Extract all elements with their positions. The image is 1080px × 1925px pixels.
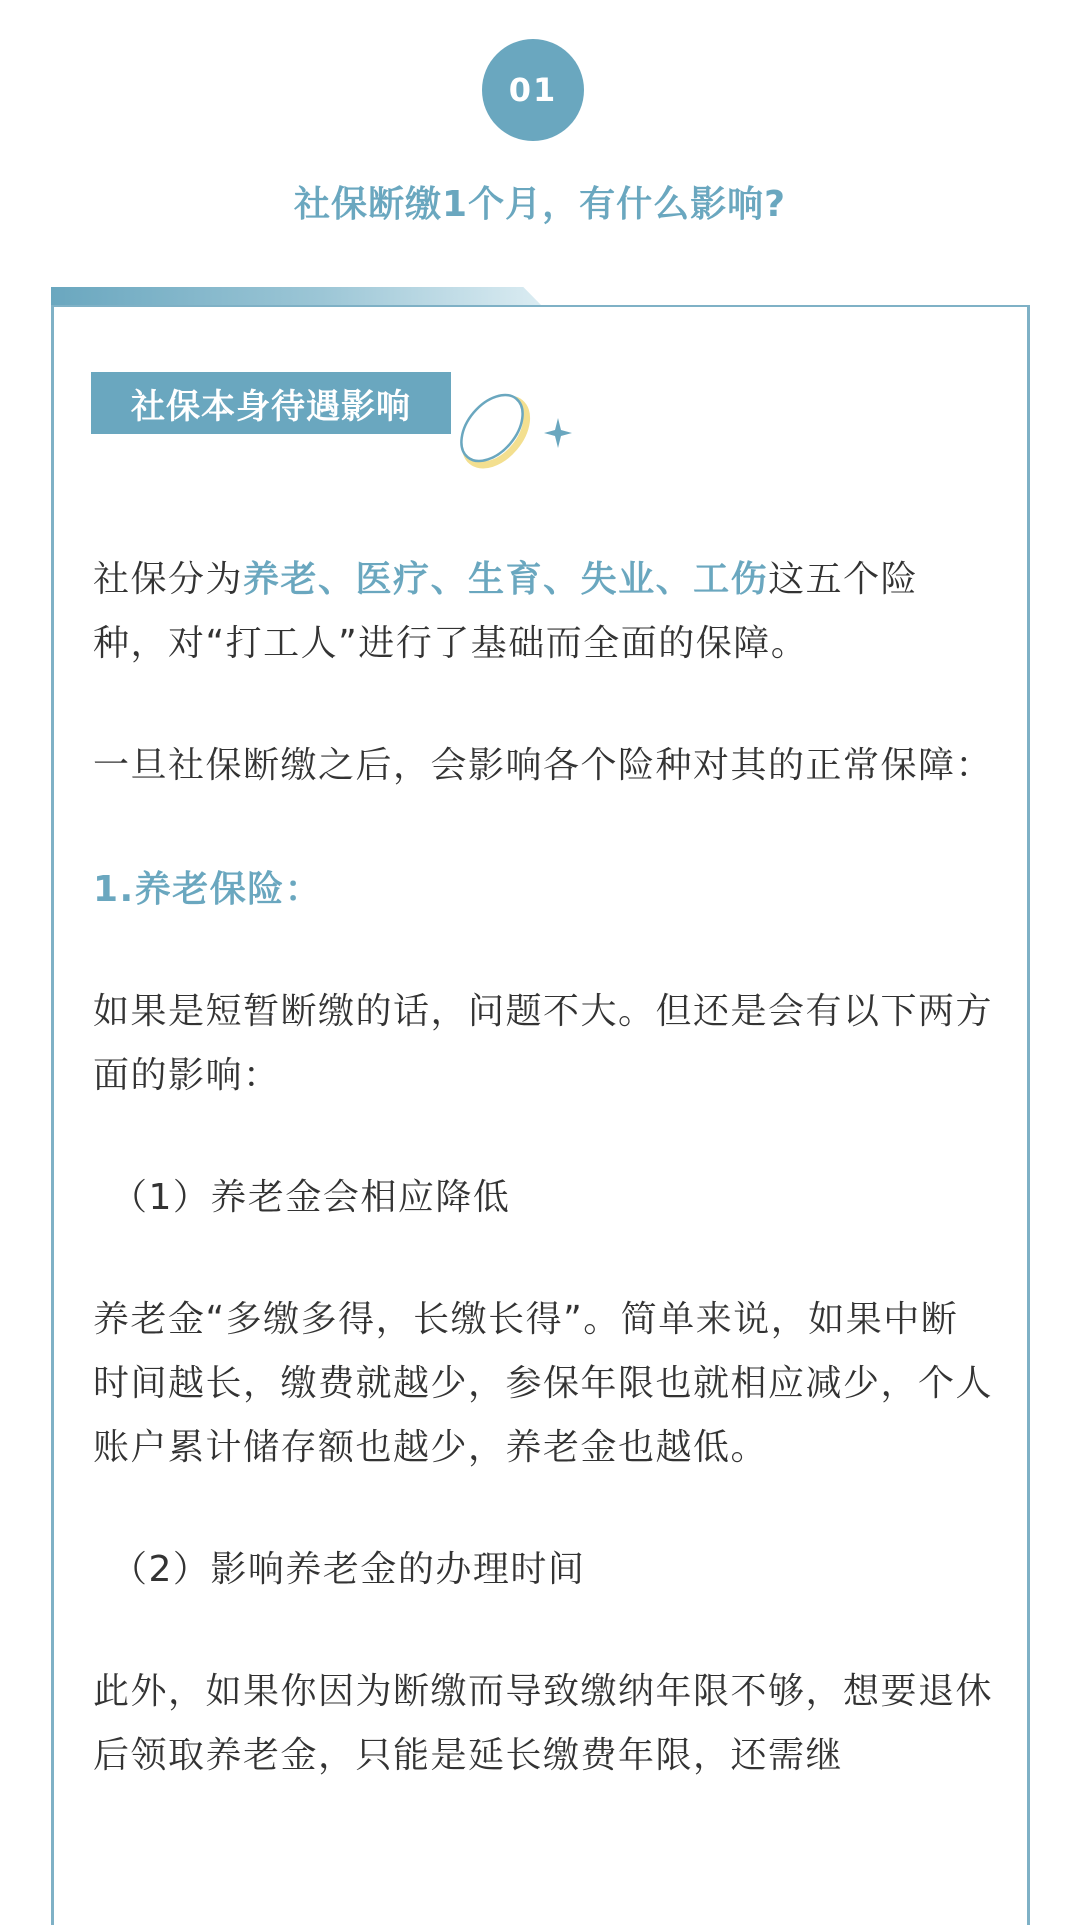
- section-title: 社保断缴1个月，有什么影响?: [294, 184, 786, 225]
- subheading-pension: 1.养老保险：: [93, 869, 323, 910]
- highlight-medical: 医疗: [355, 559, 431, 600]
- paragraph-insurance-types: 社保分为养老、医疗、生育、失业、工伤这五个险种，对“打工人”进行了基础而全面的保障。: [93, 559, 919, 664]
- ring-sparkle-icon: [448, 384, 588, 484]
- card-tab-decoration: [51, 287, 543, 307]
- section-number-badge: 01: [482, 39, 584, 141]
- highlight-pension: 养老: [243, 559, 319, 600]
- highlight-maternity: 生育: [468, 559, 544, 600]
- list-item-pension-timing: （2）影响养老金的办理时间: [111, 1549, 586, 1590]
- paragraph-short-break: 如果是短暂断缴的话，问题不大。但还是会有以下两方面的影响：: [93, 991, 994, 1096]
- paragraph-more-pay: 养老金“多缴多得，长缴长得”。简单来说，如果中断时间越长，缴费就越少，参保年限也就相应减少，个人账户累计储存额也越少，养老金也越低。: [93, 1299, 994, 1468]
- section-label: 社保本身待遇影响: [91, 372, 451, 434]
- highlight-injury: 工伤: [693, 559, 769, 600]
- article-body: [93, 548, 993, 1788]
- paragraph-impact: 一旦社保断缴之后，会影响各个险种对其的正常保障：: [93, 745, 994, 786]
- list-item-pension-lower: （1）养老金会相应降低: [111, 1177, 511, 1218]
- paragraph-extend-years: 此外，如果你因为断缴而导致缴纳年限不够，想要退休后领取养老金，只能是延长缴费年限，还需继: [93, 1671, 994, 1776]
- highlight-unemployment: 失业: [580, 559, 656, 600]
